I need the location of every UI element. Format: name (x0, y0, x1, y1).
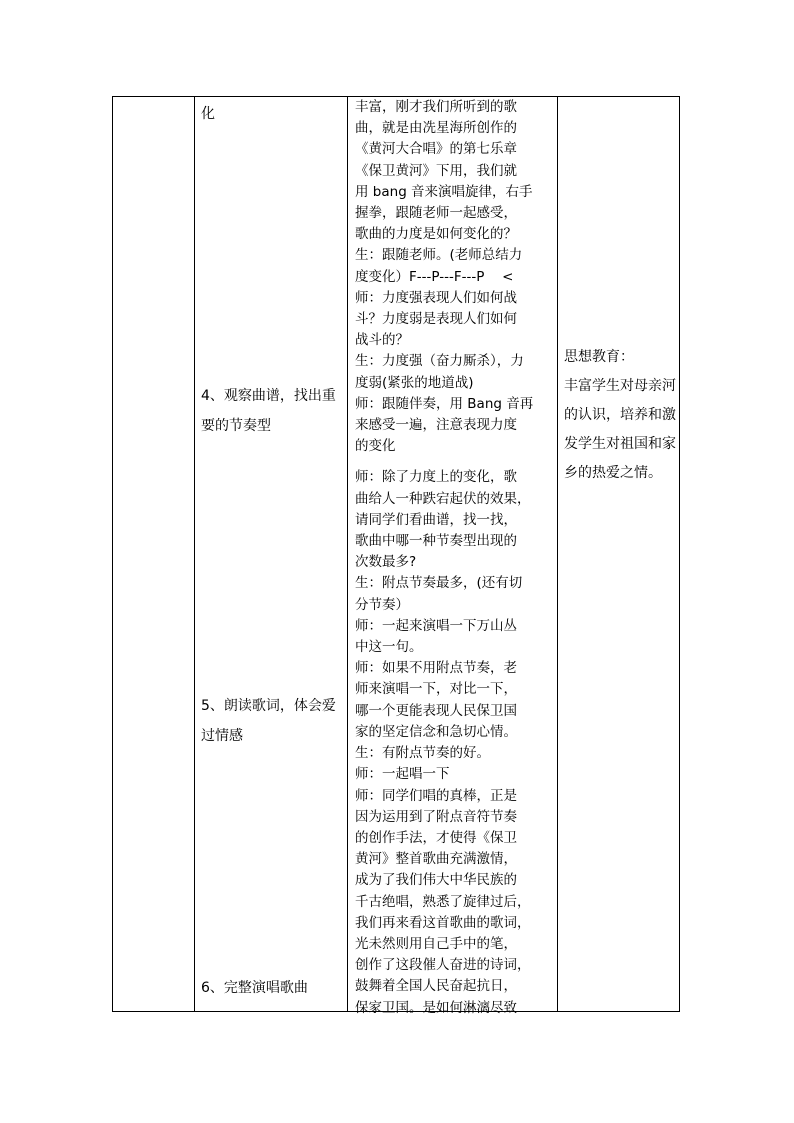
dialogue-line: 家的坚定信念和急切心情。 (355, 723, 517, 740)
step-6: 6、完整演唱歌曲 (201, 980, 308, 996)
dialogue-line: 次数最多? (355, 554, 417, 571)
dialogue-line: 师：如果不用附点节奏，老 (355, 660, 517, 677)
dialogue-line: 师：一起唱一下 (355, 766, 450, 783)
design-intent-body: 丰富学生对母亲河的认识，培养和激发学生对祖国和家乡的热爱之情。 (564, 378, 676, 481)
dialogue-line: 斗？力度弱是表现人们如何 (355, 311, 517, 328)
dialogue-line: 师：一起来演唱一下万山丛 (355, 617, 517, 634)
dialogue-line: 黄河》整首歌曲充满激情， (355, 851, 517, 868)
dialogue-line: 战斗的？ (355, 332, 409, 349)
dialogue-line: 成为了我们伟大中华民族的 (355, 872, 517, 889)
dialogue-line: 师：同学们唱的真棒，正是 (355, 787, 517, 804)
dialogue-line: 千古绝唱，熟悉了旋律过后， (355, 893, 531, 910)
dialogue-line: 光未然则用自己手中的笔， (355, 935, 517, 952)
dialogue-line: 分节奏） (355, 596, 409, 613)
dialogue-column (355, 97, 553, 1019)
dialogue-line: 度变化）F---P---F---P < (355, 268, 514, 285)
dialogue-line: 创作了这段催人奋进的诗词， (355, 957, 531, 974)
design-intent (564, 343, 676, 488)
step-5: 5、朗读歌词，体会爱过情感 (201, 698, 336, 744)
dialogue-line: 曲给人一种跌宕起伏的效果， (355, 490, 531, 507)
dialogue-line: 鼓舞着全国人民奋起抗日， (355, 978, 517, 995)
dialogue-line: 来感受一遍，注意表现力度 (355, 417, 517, 434)
dialogue-line: 哪一个更能表现人民保卫国 (355, 702, 517, 719)
dialogue-line (355, 457, 553, 467)
dialogue-line: 握拳，跟随老师一起感受， (355, 205, 517, 222)
column-divider-2 (347, 97, 348, 1011)
dialogue-line: 《保卫黄河》下用，我们就 (355, 162, 517, 179)
dialogue-line: 生：有附点节奏的好。 (355, 745, 490, 762)
dialogue-line: 歌曲中哪一种节奏型出现的 (355, 533, 517, 550)
design-intent-heading: 思想教育： (564, 349, 634, 365)
dialogue-line: 《黄河大合唱》的第七乐章 (355, 141, 517, 158)
lesson-table (112, 96, 680, 1016)
dialogue-line: 师：除了力度上的变化，歌 (355, 469, 517, 486)
dialogue-line: 师：跟随伴奏，用 Bang 音再 (355, 395, 534, 412)
dialogue-line: 我们再来看这首歌曲的歌词， (355, 914, 531, 931)
dialogue-line: 的变化 (355, 438, 396, 455)
dialogue-line: 师来演唱一下，对比一下， (355, 681, 517, 698)
dialogue-line: 用 bang 音来演唱旋律，右手 (355, 183, 533, 200)
dialogue-line: 保家卫国。是如何淋漓尽致 (355, 999, 517, 1016)
dialogue-line: 中这一句。 (355, 639, 423, 656)
step-4: 4、观察曲谱，找出重要的节奏型 (201, 388, 336, 434)
dialogue-line: 歌曲的力度是如何变化的？ (355, 226, 517, 243)
dialogue-line: 请同学们看曲谱，找一找， (355, 511, 517, 528)
dialogue-line: 生：力度强（奋力厮杀），力 (355, 353, 524, 370)
dialogue-line: 丰富，刚才我们所听到的歌 (355, 99, 517, 115)
dialogue-line: 生：跟随老师。(老师总结力 (355, 247, 523, 264)
dialogue-line: 因为运用到了附点音符节奏 (355, 808, 517, 825)
dialogue-line: 师：力度强表现人们如何战 (355, 289, 517, 306)
dialogue-line: 度弱(紧张的地道战) (355, 374, 474, 391)
step-continuation: 化 (201, 106, 215, 122)
column-divider-3 (557, 97, 558, 1011)
dialogue-line: 生：附点节奏最多，(还有切 (355, 575, 523, 592)
dialogue-line: 的创作手法，才使得《保卫 (355, 829, 517, 846)
dialogue-line: 曲，就是由冼星海所创作的 (355, 120, 517, 137)
column-divider-1 (194, 97, 195, 1011)
